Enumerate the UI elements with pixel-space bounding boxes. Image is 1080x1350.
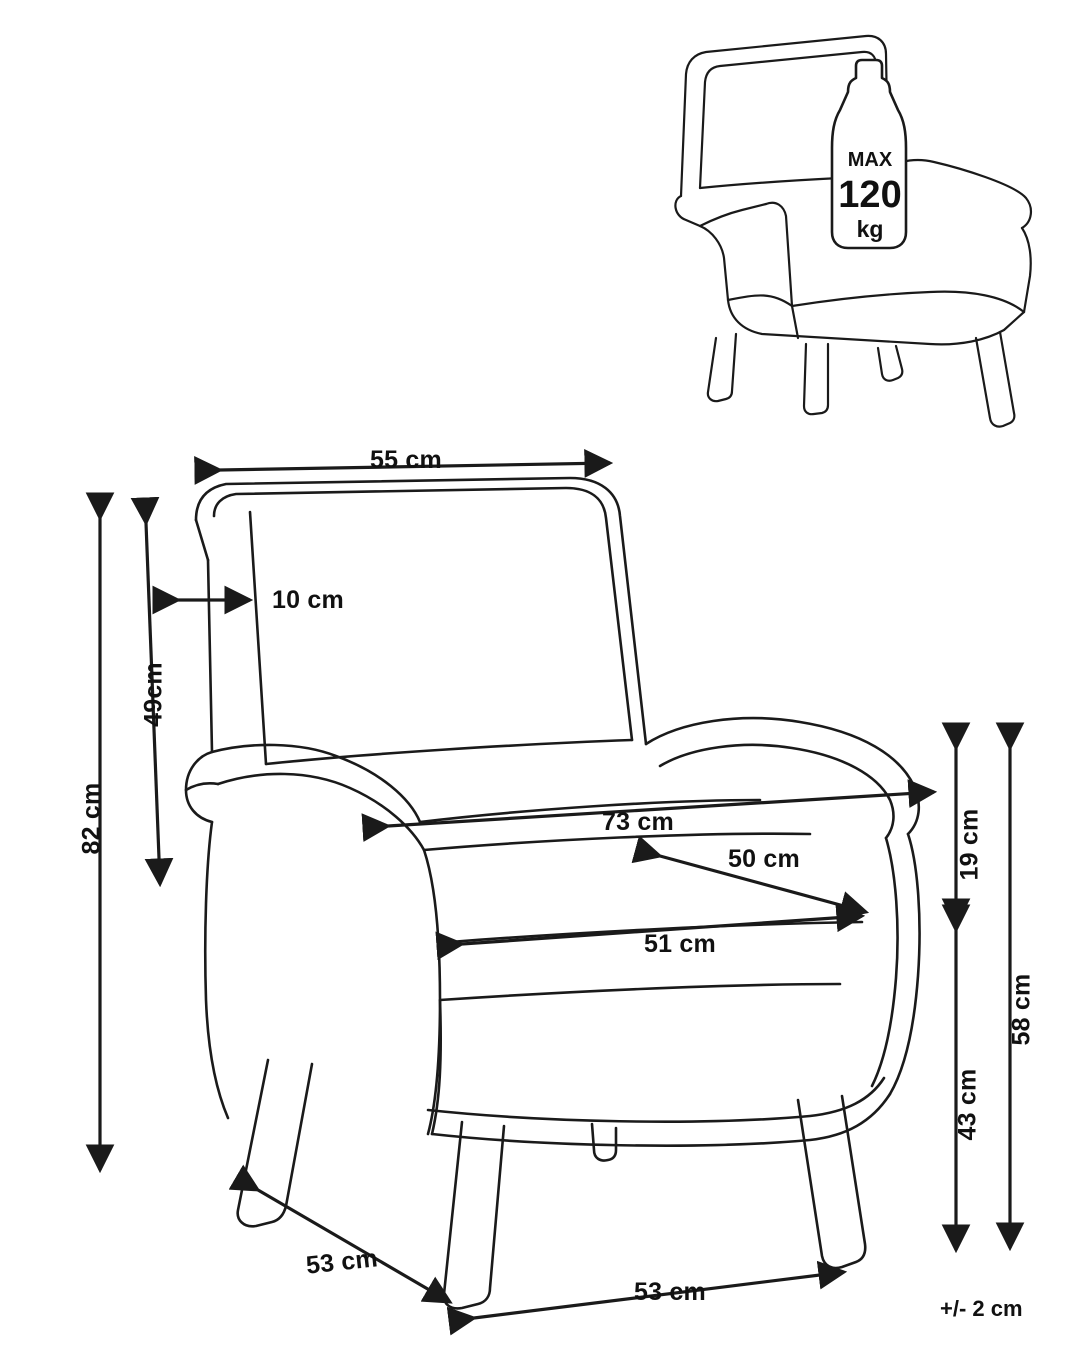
label-base-width: 53 cm — [634, 1278, 706, 1306]
label-base-depth: 53 cm — [304, 1244, 380, 1280]
max-weight-unit: kg — [856, 216, 884, 242]
max-weight-label: MAX — [847, 149, 893, 171]
label-overall-depth: 73 cm — [602, 808, 674, 836]
label-armrest-height: 58 cm — [1007, 973, 1036, 1046]
tolerance-note: +/- 2 cm — [940, 1296, 1023, 1321]
label-seat-width: 51 cm — [644, 930, 716, 958]
label-width-top: 55 cm — [370, 446, 442, 474]
label-seat-height: 43 cm — [953, 1068, 982, 1141]
label-backrest-height: 49cm — [139, 662, 168, 727]
label-backrest-thickness: 10 cm — [272, 586, 344, 614]
label-armrest-thickness: 19 cm — [955, 808, 984, 881]
label-total-height: 82 cm — [77, 782, 106, 855]
label-seat-depth: 50 cm — [728, 845, 800, 873]
max-weight-value: 120 — [838, 174, 902, 216]
